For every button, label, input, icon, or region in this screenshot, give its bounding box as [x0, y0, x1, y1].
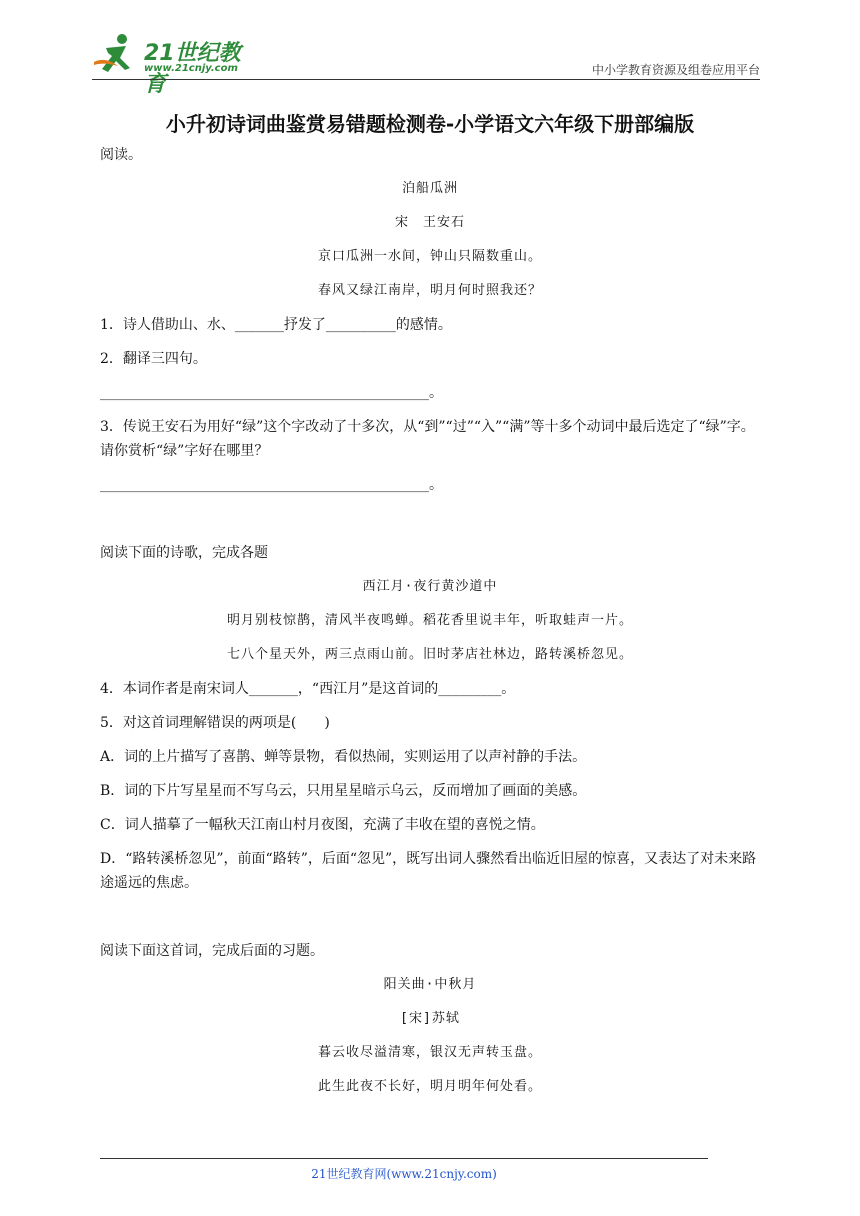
question-4: 4．本词作者是南宋词人_______，“西江月”是这首词的_________。 — [100, 681, 516, 697]
poem3-line: 此生此夜不长好，明月明年何处看。 — [317, 1079, 542, 1094]
header-divider — [92, 79, 760, 80]
question-3: 3．传说王安石为用好“绿”这个字改动了十多次，从“到”“过”“入”“满”等十多个动词中最后选定了“绿”字。请你赏析“绿”字好在哪里？ — [100, 419, 755, 459]
poem2-line: 七八个星天外，两三点雨山前。旧时茅店社林边，路转溪桥忽见。 — [226, 647, 633, 662]
platform-name: 中小学教育资源及组卷应用平台 — [591, 63, 760, 77]
option-d: D．“路转溪桥忽见”，前面“路转”，后面“忽见”，既写出词人骤然看出临近旧屋的惊喜，又表达了对未来路途遥远的焦虑。 — [100, 851, 757, 891]
question-5: 5．对这首词理解错误的两项是( ) — [100, 715, 330, 731]
option-c: C．词人描摹了一幅秋天江南山村月夜图，充满了丰收在望的喜悦之情。 — [100, 817, 545, 833]
poem3-author: [宋]苏轼 — [400, 1011, 460, 1026]
section-gap — [100, 507, 760, 541]
answer-blank: _______________________________________________。 — [100, 385, 443, 401]
section-gap — [100, 905, 760, 939]
answer-blank: _______________________________________________。 — [100, 477, 443, 493]
poem1-title: 泊船瓜洲 — [401, 181, 458, 196]
question-1: 1．诗人借助山、水、_______抒发了__________的感情。 — [100, 317, 452, 333]
poem1-author: 宋 王安石 — [394, 215, 465, 230]
poem1-line: 春风又绿江南岸，明月何时照我还？ — [317, 283, 542, 298]
section2-intro: 阅读下面的诗歌，完成各题 — [100, 545, 268, 561]
poem3-line: 暮云收尽溢清寒，银汉无声转玉盘。 — [317, 1045, 542, 1060]
document-body — [100, 143, 760, 1109]
logo-text: 21世纪教育 — [144, 41, 241, 97]
footer-divider — [100, 1158, 708, 1159]
logo-url: www.21cnjy.com — [144, 63, 238, 74]
poem3-title: 阳关曲·中秋月 — [383, 977, 477, 992]
section1-intro: 阅读。 — [100, 147, 142, 163]
footer-link[interactable]: 21世纪教育网(www.21cnjy.com) — [311, 1167, 497, 1181]
question-2: 2．翻译三四句。 — [100, 351, 207, 367]
option-a: A．词的上片描写了喜鹊、蝉等景物，看似热闹，实则运用了以声衬静的手法。 — [100, 749, 587, 765]
section3-intro: 阅读下面这首词，完成后面的习题。 — [100, 943, 324, 959]
poem2-line: 明月别枝惊鹊，清风半夜鸣蝉。稻花香里说丰年，听取蛙声一片。 — [226, 613, 633, 628]
logo — [92, 30, 262, 97]
page-title: 小升初诗词曲鉴赏易错题检测卷-小学语文六年级下册部编版 — [165, 112, 695, 136]
page-header — [92, 30, 760, 97]
runner-logo-icon — [92, 32, 142, 76]
poem2-title: 西江月·夜行黄沙道中 — [362, 579, 498, 594]
poem1-line: 京口瓜洲一水间，钟山只隔数重山。 — [317, 249, 542, 264]
option-b: B．词的下片写星星而不写乌云，只用星星暗示乌云，反而增加了画面的美感。 — [100, 783, 587, 799]
